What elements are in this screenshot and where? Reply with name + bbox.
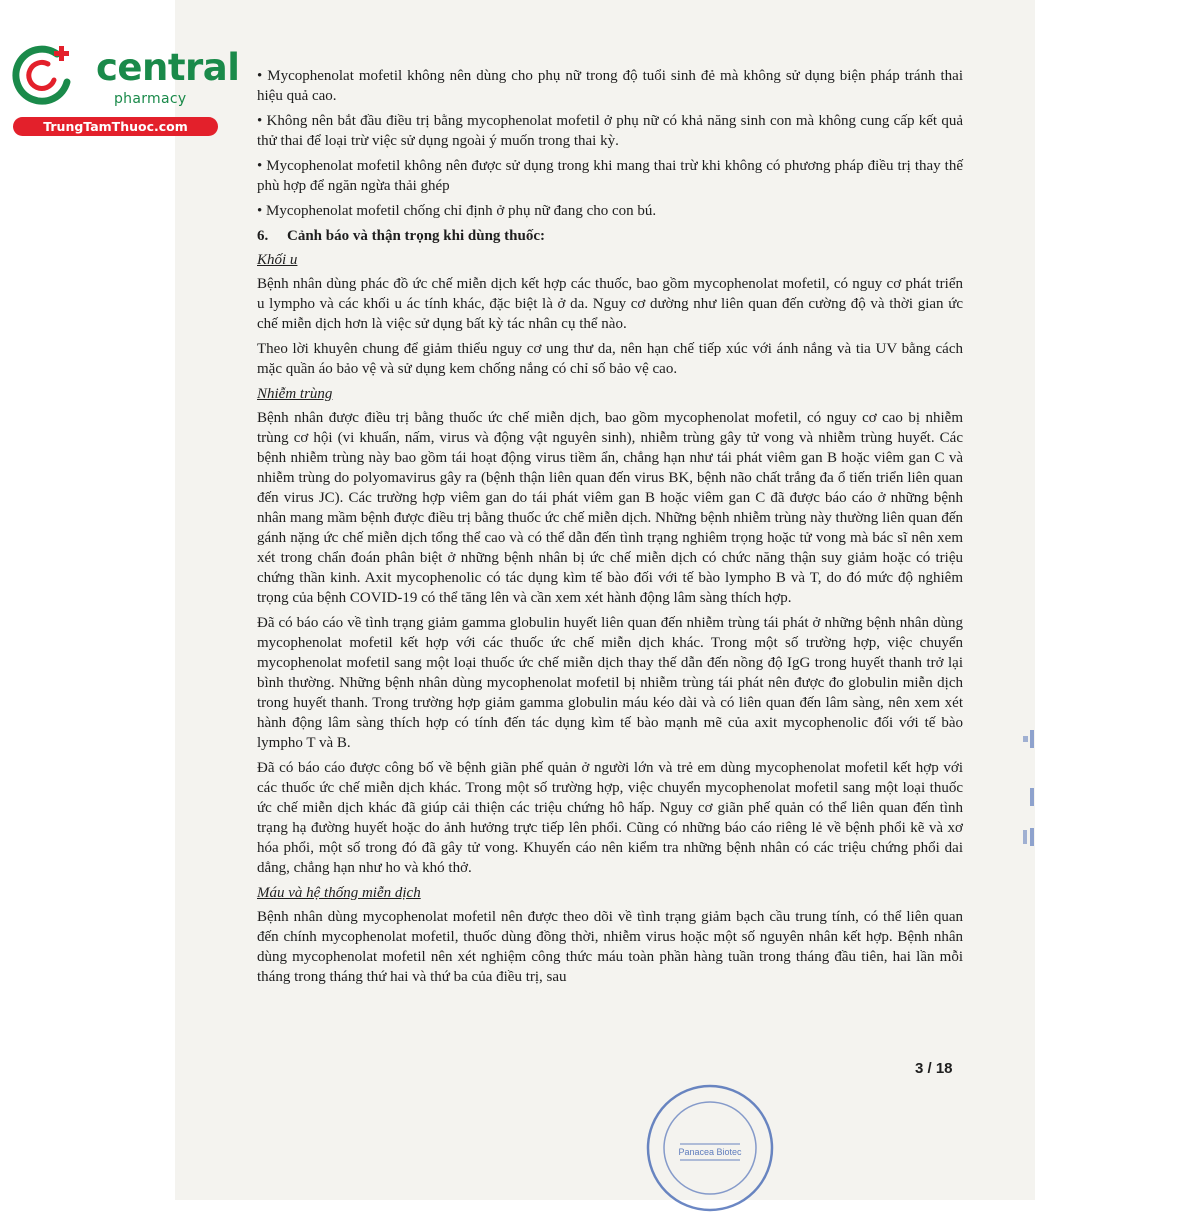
paragraph: Đã có báo cáo được công bố về bệnh giãn phế quản ở người lớn và trẻ em dùng mycophenolat mofetil kết hợp với các thuốc ức chế miễn dịch khác. Trong một số trường hợp, việc chuyển mycophenolat mofetil sang một loại thuốc ức chế miễn dịch khác đã giúp cải thiện các triệu chứng hô hấp. Nguy cơ giãn phế quản có thể liên quan đến tình trạng hạ đường huyết hoặc do ảnh hưởng trực tiếp lên phổi. Cũng có những báo cáo riêng lẻ về bệnh phổi kẽ và xơ hóa phổi, một số trong đó đã gây tử vong. Khuyến cáo nên kiểm tra những bệnh nhân có các triệu chứng phổi dai dẳng, chẳng hạn như ho và khó thở.: [257, 760, 963, 876]
section-heading: [257, 226, 963, 246]
subheading-blood-immune: Máu và hệ thống miễn dịch: [257, 885, 421, 901]
section-number: 6.: [257, 228, 269, 244]
paragraph: Bệnh nhân dùng mycophenolat mofetil nên được theo dõi về tình trạng giảm bạch cầu trung tính, có thể liên quan đến chính mycophenolat mofetil, thuốc dùng đồng thời, nhiễm virus hoặc một số nguyên nhân kết hợp. Bệnh nhân dùng mycophenolat mofetil nên xét nghiệm công thức máu toàn phần hàng tuần trong tháng đầu tiên, hai lần mỗi tháng trong tháng thứ hai và thứ ba của điều trị, sau: [257, 909, 963, 985]
company-stamp-icon: [640, 1078, 780, 1218]
bullet-item: • Mycophenolat mofetil không nên dùng cho phụ nữ trong độ tuổi sinh đẻ mà không sử dụng biện pháp tránh thai hiệu quả cao.: [257, 68, 963, 104]
bullet-item: • Mycophenolat mofetil không nên được sử dụng trong khi mang thai trừ khi không có phương pháp điều trị thay thế phù hợp để ngăn ngừa thải ghép: [257, 158, 963, 194]
edge-mark-icon: [1018, 826, 1038, 848]
brand-subtitle: pharmacy: [114, 91, 187, 107]
subheading-tumors: Khối u: [257, 252, 298, 268]
central-pharmacy-logo[interactable]: [10, 40, 240, 136]
paragraph: Đã có báo cáo về tình trạng giảm gamma globulin huyết liên quan đến nhiễm trùng tái phát ở những bệnh nhân dùng mycophenolat mofetil kết hợp với các thuốc ức chế miễn dịch khác. Trong một số trường hợp, việc chuyển mycophenolat mofetil sang một loại thuốc ức chế miễn dịch thay thế dẫn đến nồng độ IgG trong huyết thanh trở lại bình thường. Những bệnh nhân dùng mycophenolat mofetil bị nhiễm trùng tái phát nên được đo globulin miễn dịch trong huyết thanh. Trong trường hợp giảm gamma globulin máu kéo dài và có liên quan đến lâm sàng, nên xem xét hành động lâm sàng thích hợp có tính đến tác dụng kìm tế bào mạnh mẽ của axit mycophenolic đối với tế bào lympho T và B.: [257, 615, 963, 751]
bullet-item: • Mycophenolat mofetil chống chỉ định ở phụ nữ đang cho con bú.: [257, 203, 657, 219]
edge-mark-icon: [1018, 728, 1038, 750]
section-heading-text: Cảnh báo và thận trọng khi dùng thuốc:: [287, 228, 545, 244]
svg-text:Panacea Biotec: Panacea Biotec: [678, 1147, 742, 1157]
paragraph: Bệnh nhân dùng phác đồ ức chế miễn dịch kết hợp các thuốc, bao gồm mycophenolat mofetil, có nguy cơ phát triển u lympho và các khối u ác tính khác, đặc biệt là ở da. Nguy cơ dường như liên quan đến cường độ và thời gian ức chế miễn dịch hơn là việc sử dụng bất kỳ tác nhân cụ thể nào.: [257, 276, 963, 332]
edge-mark-icon: [1018, 786, 1038, 808]
subheading-infections: Nhiễm trùng: [257, 386, 333, 402]
paragraph: Theo lời khuyên chung để giảm thiểu nguy cơ ung thư da, nên hạn chế tiếp xúc với ánh nắng và tia UV bằng cách mặc quần áo bảo vệ và sử dụng kem chống nắng có chỉ số bảo vệ cao.: [257, 341, 963, 377]
central-logo-icon: [10, 40, 76, 106]
brand-name: central: [96, 46, 240, 89]
paragraph: Bệnh nhân được điều trị bằng thuốc ức chế miễn dịch, bao gồm mycophenolat mofetil, có nguy cơ cao bị nhiễm trùng cơ hội (vi khuẩn, nấm, virus và động vật nguyên sinh), nhiễm trùng gây tử vong và nhiễm trùng huyết. Các bệnh nhiễm trùng này bao gồm tái hoạt động virus tiềm ẩn, chẳng hạn như tái phát viêm gan B hoặc viêm gan C và nhiễm trùng do polyomavirus gây ra (bệnh thận liên quan đến virus BK, bệnh não chất trắng đa ổ tiến triển liên quan đến virus JC). Các trường hợp viêm gan do tái phát viêm gan B hoặc viêm gan C đã được báo cáo ở những bệnh nhân mang mầm bệnh được điều trị bằng thuốc ức chế miễn dịch. Những bệnh nhiễm trùng này thường liên quan đến gánh nặng ức chế miễn dịch tổng thể cao và có thể dẫn đến tình trạng nghiêm trọng hoặc tử vong mà bác sĩ nên xem xét trong chẩn đoán phân biệt ở những bệnh nhân bị ức chế miễn dịch có chức năng thận suy giảm hoặc có triệu chứng thần kinh. Axit mycophenolic có tác dụng kìm tế bào đối với tế bào lympho B và T, do đó mức độ nghiêm trọng của bệnh COVID-19 có thể tăng lên và cần xem xét hành động lâm sàng thích hợp.: [257, 410, 963, 606]
page-number: 3 / 18: [915, 1060, 953, 1077]
bullet-item: • Không nên bắt đầu điều trị bằng mycophenolat mofetil ở phụ nữ có khả năng sinh con mà không cung cấp kết quả thử thai để loại trừ việc sử dụng ngoài ý muốn trong thai kỳ.: [257, 113, 963, 149]
document-body: [257, 66, 963, 992]
brand-site-link[interactable]: TrungTamThuoc.com: [13, 117, 218, 136]
